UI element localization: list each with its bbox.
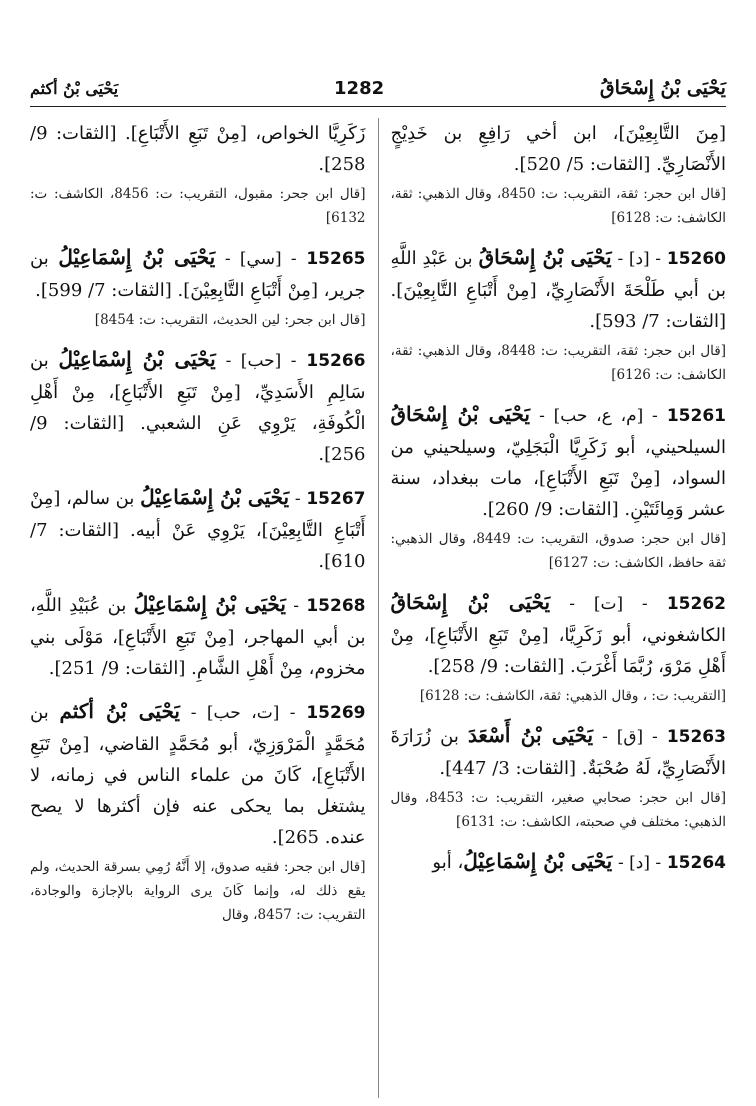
entry-note: [قال ابن حجر: صدوق، التقريب: ت: 8449، وقال الذهبي: ثقة حافظ، الكاشف: ت: 6127] <box>390 531 726 571</box>
page-number: 1282 <box>334 77 385 99</box>
text-columns <box>30 118 726 1098</box>
entry-15260 <box>391 242 727 387</box>
entry-number: 15267 <box>306 489 366 509</box>
page-header <box>30 70 726 107</box>
entry-note: [قال ابن حجر: ثقة، التقريب: ت: 8450، وقال الذهبي: ثقة، الكاشف: ت: 6128] <box>390 186 726 226</box>
entry-text: بن عَبْدِ اللَّهِ بن أبي طَلْحَةَ الأَنْصَارِيِّ، [مِنْ أَتْبَاعِ التَّابِعِيْنَ]. [الثقات: 7/ 593]. <box>390 248 726 332</box>
entry-note: [قال ابن جحر: فقيه صدوق، إلا أَنَّهُ رُمِي بسرقة الحديث، ولم يقع ذلك له، وإنما كَانَ يرى الرواية بالإجازة والوجادة، التقريب: ت: 8457، وقال <box>30 859 366 923</box>
entry-text: بن جرير، [مِنْ أَتْبَاعِ التَّابِعِيْنَ]. [الثقات: 7/ 599]. <box>30 248 366 301</box>
entry-text: ، أبو <box>432 852 464 873</box>
entry-name: يَحْيَى بْنُ إِسْمَاعِيْلُ <box>463 849 613 873</box>
entry-15269 <box>30 696 366 927</box>
entry-text: السيلحيني، أبو زَكَرِيَّا الْبَجَلِيّ، وسيلحيني من السواد، [مِنْ تَبَعِ الأَتْبَاعِ]، مات ببغداد، سنة عشر وَمِائَتَيْنِ. [الثقات: 9/ 260]. <box>390 437 726 520</box>
entry-number: 15260 <box>666 249 726 269</box>
entry-code: - [د] - <box>617 249 661 269</box>
entry-15261 <box>391 399 727 575</box>
entry-name: يَحْيَى بْنُ إِسْمَاعِيْلُ <box>140 485 290 509</box>
entry-code: - [د] - <box>617 853 662 873</box>
entry-text: بن عُبَيْدِ اللَّهِ، بن أبي المهاجر، [مِنْ تَبَعِ الأَتْبَاعِ]، مَوْلَى بني مخزوم، مِنْ أَهْلِ الشَّامِ. [الثقات: 9/ 251]. <box>30 595 366 679</box>
entry-code: - [حب] - <box>225 351 297 371</box>
entry-number: 15263 <box>666 727 726 747</box>
entry-number: 15265 <box>306 249 366 269</box>
entry-code: - <box>294 489 301 509</box>
right-column <box>378 118 727 1098</box>
entry-text: بن مُحَمَّدٍ الْمَرْوَزِيّ، أبو مُحَمَّدٍ القاضي، [مِنْ تَبَعِ الأَتْبَاعِ]، كَانَ من علماء الناس في زمانه، لا يشتغل بما يحكى عنه فإن أكثرها لا يصح عنده. 265]. <box>30 702 366 848</box>
entry-code: - [م، ع، حب] - <box>539 406 658 426</box>
header-left-title: يَحْيَى بْنُ أكثم <box>30 78 119 98</box>
left-column <box>30 118 378 1098</box>
entry-code: - [ت، حب] - <box>190 703 296 723</box>
entry-name: يَحْيَى بْنُ إِسْمَاعِيْلُ <box>58 347 216 371</box>
entry-note: [قال ابن حجر: ثقة، التقريب: ت: 8448، وقال الذهبي: ثقة، الكاشف: ت: 6126] <box>390 343 726 383</box>
entry-15262 <box>391 587 727 708</box>
entry-continued <box>30 118 366 230</box>
entry-note: [التقريب: ت: ، وقال الذهبي: ثقة، الكاشف: ت: 6128] <box>419 688 726 704</box>
entry-number: 15269 <box>306 703 366 723</box>
entry-number: 15262 <box>666 594 726 614</box>
entry-15267 <box>30 482 366 577</box>
entry-text: الكاشغوني، أبو زَكَرِيَّا، [مِنْ تَبَعِ الأَتْبَاعِ]، مِنْ أَهْلِ مَرْوَ، رُبَّمَا أَغْرَبَ. [الثقات: 9/ 258]. <box>390 625 726 677</box>
entry-number: 15266 <box>306 351 366 371</box>
entry-text: بن زُرَارَةَ الأَنْصَارِيِّ، لَهُ صُحْبَةٌ. [الثقات: 3/ 447]. <box>390 726 726 779</box>
entry-15266 <box>30 344 366 470</box>
entry-15268 <box>30 589 366 684</box>
entry-number: 15268 <box>306 596 366 616</box>
entry-name: يَحْيَى بْنُ أكثم <box>59 699 180 723</box>
entry-number: 15264 <box>666 853 726 873</box>
entry-code: - [ق] - <box>602 727 658 747</box>
entry-code: - [ت] - <box>569 594 648 614</box>
entry-text: [مِنَ التَّابِعِيْنَ]، ابن أخي رَافِعِ بن خَدِيْجٍ الأَنْصَارِيِّ. [الثقات: 5/ 520]. <box>390 123 726 175</box>
entry-name: يَحْيَى بْنُ إِسْحَاقُ <box>478 245 612 269</box>
entry-name: يَحْيَى بْنُ إِسْمَاعِيْلُ <box>58 245 216 269</box>
entry-code: - <box>293 596 299 616</box>
entry-name: يَحْيَى بْنُ أَسْعَدَ <box>467 723 594 747</box>
entry-note: [قال ابن جحر: مقبول، التقريب: ت: 8456، الكاشف: ت: 6132] <box>30 186 366 226</box>
entry-note: [قال ابن جحر: لين الحديث، التقريب: ت: 8454] <box>94 312 366 328</box>
entry-15265 <box>30 242 366 332</box>
entry-name: يَحْيَى بْنُ إِسْحَاقُ <box>390 402 530 426</box>
header-right-title: يَحْيَى بْنُ إِسْحَاقُ <box>599 77 726 99</box>
entry-15264 <box>391 846 727 879</box>
entry-name: يَحْيَى بْنُ إِسْحَاقُ <box>390 590 551 614</box>
entry-code: - [سي] - <box>224 249 297 269</box>
entry-text: زَكَرِيَّا الخواص، [مِنْ تَبَعِ الأَتْبَاعِ]. [الثقات: 9/ 258]. <box>30 123 366 175</box>
entry-text: بن سَالِمِ الأَسَدِيِّ، [مِنْ تَبَعِ الأَتْبَاعِ]، مِنْ أَهْلِ الْكُوفَةِ، يَرْوِي عَنِ الشعبي. [الثقات: 9/ 256]. <box>30 350 366 465</box>
entry-15263 <box>391 720 727 834</box>
entry-text: بن سالم، [مِنْ أَتْبَاعِ التَّابِعِيْنَ]، يَرْوِي عَنْ أبيه. [الثقات: 7/ 610]. <box>30 488 366 572</box>
entry-name: يَحْيَى بْنُ إِسْمَاعِيْلُ <box>133 592 286 616</box>
entry-continued <box>391 118 727 230</box>
entry-number: 15261 <box>666 406 726 426</box>
entry-note: [قال ابن حجر: صحابي صغير، التقريب: ت: 8453، وقال الذهبي: مختلف في صحبته، الكاشف: ت: 6131] <box>390 790 726 830</box>
